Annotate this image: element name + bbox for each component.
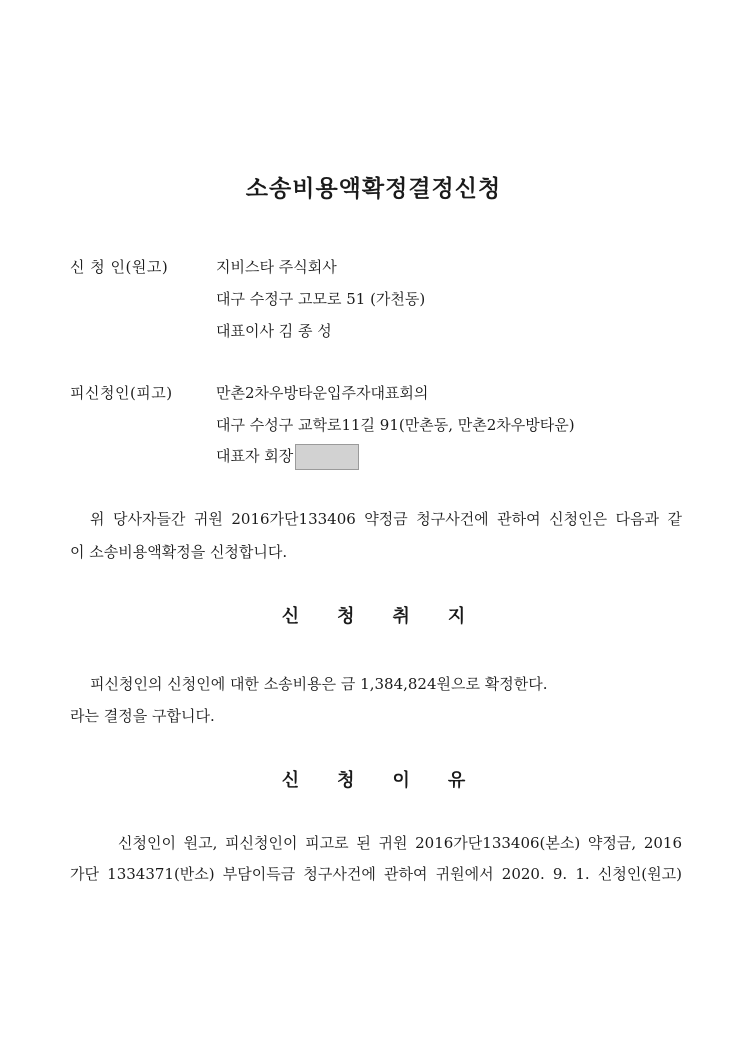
- applicant-name: 지비스타 주식회사: [216, 258, 337, 276]
- purpose-heading-char: 청: [337, 606, 355, 627]
- document-title: 소송비용액확정결정신청: [245, 175, 502, 202]
- applicant-representative: 대표이사 김 종 성: [216, 322, 332, 340]
- intro-line-2: 이 소송비용액확정을 신청합니다.: [70, 543, 288, 561]
- purpose-line-2: 라는 결정을 구합니다.: [70, 707, 215, 725]
- respondent-representative-prefix: 대표자 회장: [216, 447, 294, 465]
- applicant-label: 신 청 인(원고): [70, 258, 169, 276]
- respondent-name: 만촌2차우방타운입주자대표회의: [216, 384, 429, 402]
- reason-line-2: 가단 1334371(반소) 부담이득금 청구사건에 관하여 귀원에서 2020. 9. 1. 신청인(원고): [70, 865, 682, 883]
- intro-line-1: 위 당사자들간 귀원 2016가단133406 약정금 청구사건에 관하여 신청인은 다음과 같: [90, 510, 682, 528]
- reason-heading-char: 신: [281, 770, 300, 791]
- reason-heading-char: 이: [392, 770, 410, 791]
- reason-line-1: 신청인이 원고, 피신청인이 피고로 된 귀원 2016가단133406(본소) 약정금, 2016: [118, 834, 682, 852]
- purpose-heading-char: 취: [392, 606, 410, 627]
- purpose-heading: [0, 602, 747, 628]
- purpose-line-1: 피신청인의 신청인에 대한 소송비용은 금 1,384,824원으로 확정한다.: [90, 675, 548, 693]
- respondent-label: 피신청인(피고): [70, 384, 173, 402]
- reason-heading: [0, 766, 747, 792]
- purpose-heading-char: 지: [447, 606, 466, 627]
- respondent-representative: [216, 444, 359, 470]
- purpose-heading-char: 신: [281, 606, 300, 627]
- redacted-name-box: [295, 444, 359, 470]
- applicant-address: 대구 수정구 고모로 51 (가천동): [216, 290, 426, 308]
- respondent-address: 대구 수성구 교학로11길 91(만촌동, 만촌2차우방타운): [216, 416, 575, 434]
- reason-heading-char: 청: [337, 770, 355, 791]
- reason-heading-char: 유: [447, 770, 466, 791]
